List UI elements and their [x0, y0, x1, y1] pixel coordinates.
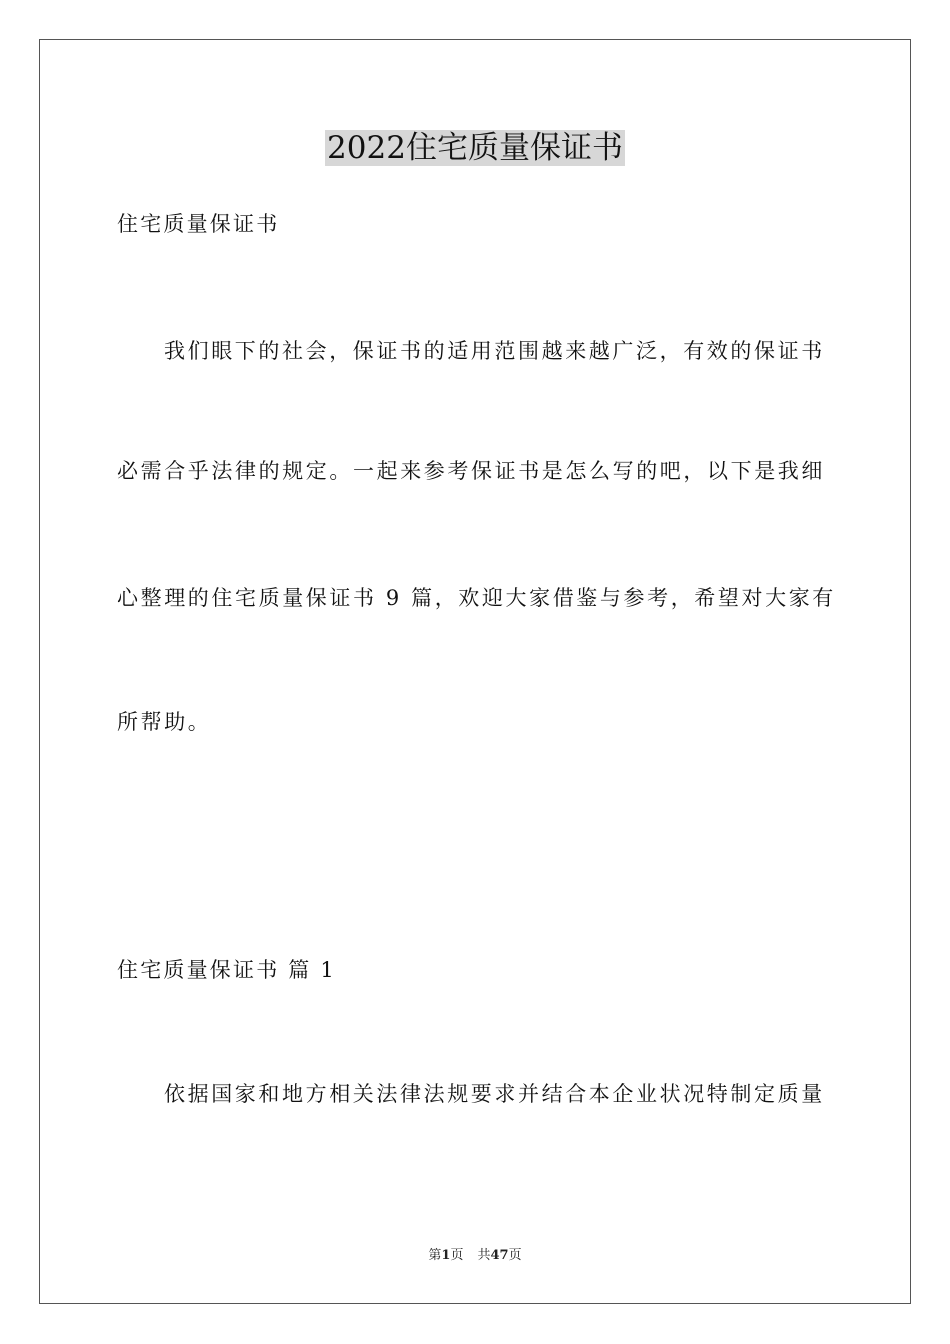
intro-line-2: 必需合乎法律的规定。一起来参考保证书是怎么写的吧，以下是我细 — [117, 459, 825, 483]
footer-page-suffix: 页 — [450, 1248, 464, 1263]
footer-page-current: 1 — [441, 1248, 451, 1263]
footer-total-suffix: 页 — [508, 1248, 522, 1263]
footer-total-prefix: 共 — [477, 1248, 491, 1263]
footer-page-prefix: 第 — [428, 1248, 442, 1263]
intro-line-1: 我们眼下的社会，保证书的适用范围越来越广泛，有效的保证书 — [164, 339, 825, 363]
intro-line-3: 心整理的住宅质量保证书 9 篇，欢迎大家借鉴与参考，希望对大家有 — [117, 586, 836, 610]
footer-total-pages: 47 — [490, 1248, 509, 1263]
page-footer — [0, 1246, 950, 1266]
intro-line-4: 所帮助。 — [117, 710, 212, 734]
section-line-1: 依据国家和地方相关法律法规要求并结合本企业状况特制定质量 — [164, 1082, 825, 1106]
section-heading: 住宅质量保证书 篇 1 — [117, 958, 336, 982]
document-subtitle: 住宅质量保证书 — [117, 212, 280, 236]
document-title — [0, 124, 950, 172]
document-title-text: 2022住宅质量保证书 — [327, 130, 623, 166]
